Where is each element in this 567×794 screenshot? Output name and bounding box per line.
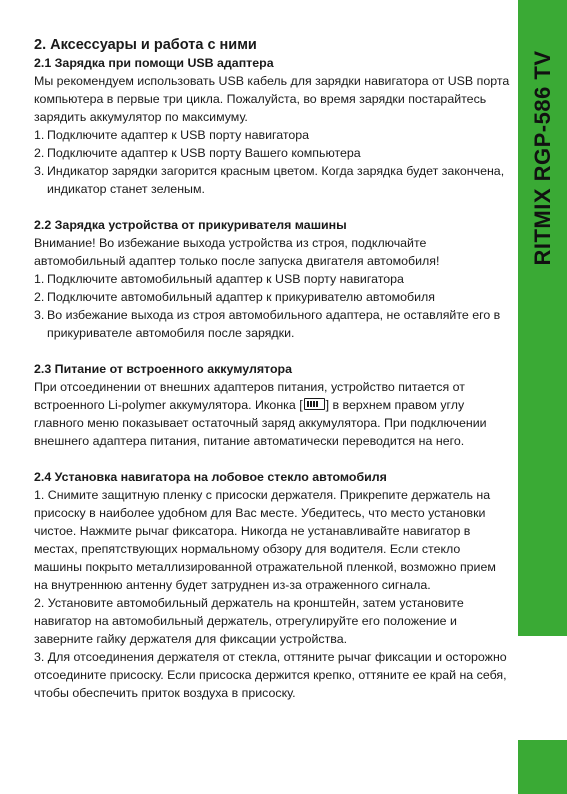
steps-list	[34, 126, 510, 198]
battery-icon	[304, 398, 325, 410]
list-item	[34, 270, 510, 288]
section-usb-charging	[34, 54, 510, 198]
section-windshield-mount	[34, 468, 510, 702]
list-item	[34, 288, 510, 306]
steps-list	[34, 270, 510, 342]
item-number: 1.	[34, 128, 45, 142]
item-number: 2.	[34, 290, 45, 304]
item-number: 1.	[34, 272, 45, 286]
section-title: 2.2 Зарядка устройства от прикуривателя машины	[34, 218, 347, 232]
paragraph: 2. Установите автомобильный держатель на кронштейн, затем установите навигатор на автомобильный держатель, отрегулируйте его положение и заверните гайку держателя для фиксации устройства.	[34, 596, 464, 646]
body-text-before-icon: При отсоединении от внешних адаптеров питания, устройство питается от встроенного Li-polymer аккумулятора. Иконка [	[34, 380, 465, 412]
item-text: Подключите адаптер к USB порту навигатора	[47, 128, 310, 142]
page-content	[34, 36, 510, 720]
item-text: Подключите автомобильный адаптер к прикуривателю автомобиля	[47, 290, 435, 304]
chapter-heading: 2. Аксессуары и работа с ними	[34, 37, 257, 53]
item-number: 2.	[34, 146, 45, 160]
list-item	[34, 144, 510, 162]
section-battery-power	[34, 360, 510, 450]
list-item	[34, 306, 510, 342]
paragraph: 1. Снимите защитную пленку с присоски держателя. Прикрепите держатель на присоску в наиболее удобном для Вас месте. Убедитесь, что место установки чистое. Нажмите рычаг фиксатора. Никогда не устанавливайте навигатор в местах, препятствующих нормальному обзору для водителя. Если стекло машины покрыто металлизированной отражательной пленкой, возможно прием на внутреннюю антенну будет затруднен из-за отраженного сигнала.	[34, 488, 496, 592]
section-title: 2.1 Зарядка при помощи USB адаптера	[34, 56, 274, 70]
section-car-charging	[34, 216, 510, 342]
side-tab-bottom	[518, 740, 567, 794]
body-text-after-icon: ] в верхнем правом углу главного меню показывает остаточный заряд аккумулятора. При подключении внешнего адаптера питания, питание автоматически переводится на него.	[34, 398, 487, 448]
section-intro: Мы рекомендуем использовать USB кабель для зарядки навигатора от USB порта компьютера в первые три цикла. Пожалуйста, во время зарядки постарайтесь зарядить аккумулятор по максимуму.	[34, 74, 510, 124]
section-intro: Внимание! Во избежание выхода устройства из строя, подключайте автомобильный адаптер только после запуска двигателя автомобиля!	[34, 236, 440, 268]
list-item	[34, 126, 510, 144]
section-title: 2.3 Питание от встроенного аккумулятора	[34, 362, 292, 376]
section-title: 2.4 Установка навигатора на лобовое стекло автомобиля	[34, 470, 387, 484]
item-number: 3.	[34, 164, 45, 178]
item-text: Индикатор зарядки загорится красным цветом. Когда зарядка будет закончена, индикатор станет зеленым.	[47, 164, 505, 196]
section-body	[34, 378, 510, 450]
side-product-title: RITMIX RGP-586 TV	[530, 50, 555, 266]
item-text: Во избежание выхода из строя автомобильного адаптера, не оставляйте его в прикуривателе автомобиля после зарядки.	[47, 308, 501, 340]
list-item	[34, 162, 510, 198]
item-text: Подключите адаптер к USB порту Вашего компьютера	[47, 146, 361, 160]
paragraph: 3. Для отсоединения держателя от стекла, оттяните рычаг фиксации и осторожно отсоедините присоску. Если присоска держится крепко, оттяните ее край на себя, чтобы обеспечить приток воздуха в присоску.	[34, 650, 507, 700]
item-text: Подключите автомобильный адаптер к USB порту навигатора	[47, 272, 404, 286]
item-number: 3.	[34, 308, 45, 322]
